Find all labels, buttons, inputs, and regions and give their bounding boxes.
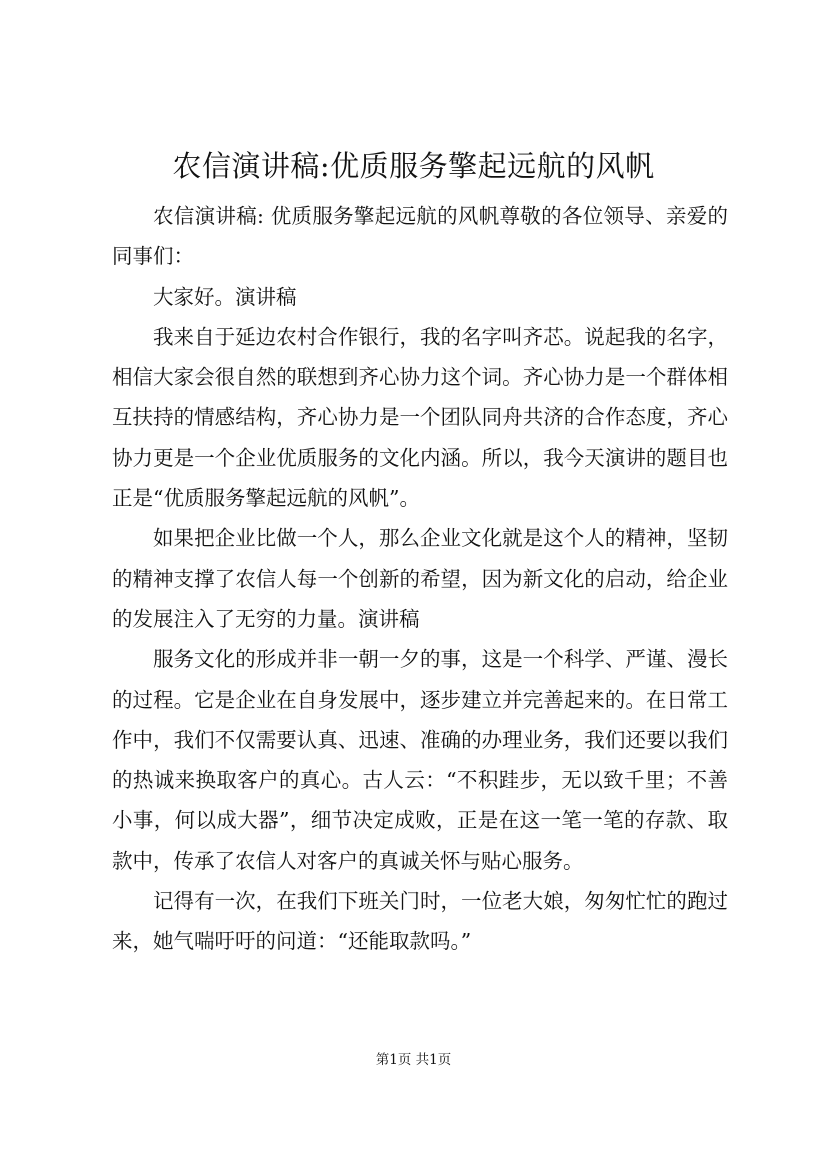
document-body (112, 196, 728, 962)
document-title: 农信演讲稿:优质服务擎起远航的风帆 (172, 149, 655, 183)
paragraph: 农信演讲稿: 优质服务擎起远航的风帆尊敬的各位领导、亲爱的同事们： (112, 204, 728, 269)
paragraph: 我来自于延边农村合作银行，我的名字叫齐芯。说起我的名字，相信大家会很自然的联想到齐心协力这个词。齐心协力是一个群体相互扶持的情感结构，齐心协力是一个团队同舟共济的合作态度，齐心协力更是一个企业优质服务的文化内涵。所以，我今天演讲的题目也正是“优质服务擎起远航的风帆”。 (112, 324, 728, 511)
paragraph: 如果把企业比做一个人，那么企业文化就是这个人的精神，坚韧的精神支撑了农信人每一个创新的希望，因为新文化的启动，给企业的发展注入了无穷的力量。演讲稿 (112, 526, 728, 631)
page-footer: 第1页 共1页 (375, 1052, 452, 1068)
paragraph: 大家好。演讲稿 (153, 284, 297, 309)
paragraph: 记得有一次，在我们下班关门时，一位老大娘，匆匆忙忙的跑过来，她气喘吁吁的问道：“还能取款吗。” (112, 889, 728, 954)
paragraph: 服务文化的形成并非一朝一夕的事，这是一个科学、严谨、漫长的过程。它是企业在自身发展中，逐步建立并完善起来的。在日常工作中，我们不仅需要认真、迅速、准确的办理业务，我们还要以我们的热诚来换取客户的真心。古人云：“不积跬步，无以致千里；不善小事，何以成大器”，细节决定成败，正是在这一笔一笔的存款、取款中，传承了农信人对客户的真诚关怀与贴心服务。 (112, 647, 728, 873)
